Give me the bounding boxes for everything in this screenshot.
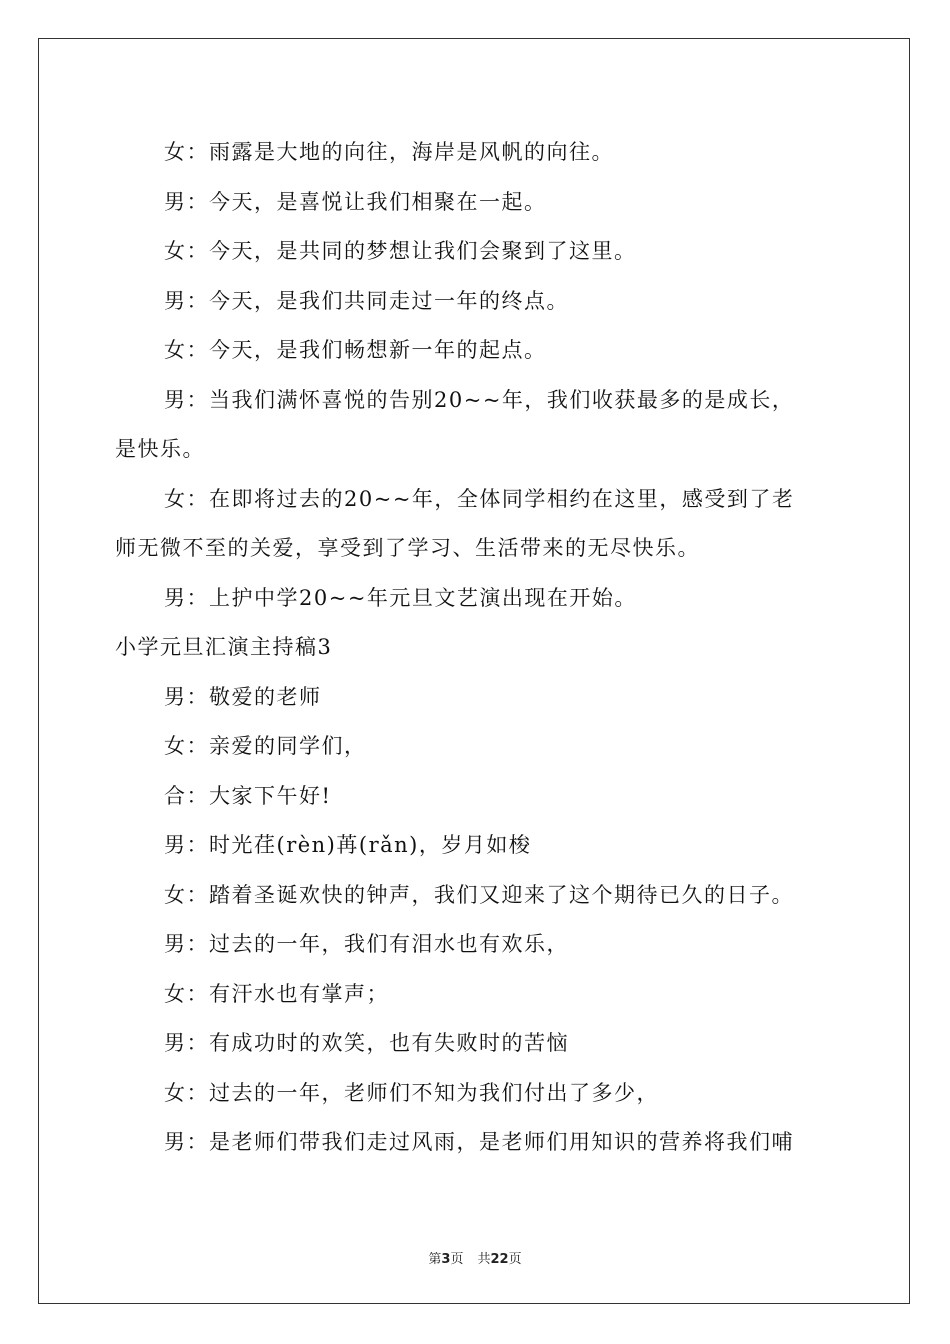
text-line: 女：亲爱的同学们， — [164, 734, 367, 758]
document-body — [115, 128, 835, 1168]
text-line: 男：敬爱的老师 — [164, 684, 322, 709]
text-line: 男：当我们满怀喜悦的告别20~~年，我们收获最多的是成长， — [164, 387, 795, 412]
text-line: 女：在即将过去的20~~年，全体同学相约在这里，感受到了老 — [164, 486, 795, 511]
text-line: 女：过去的一年，老师们不知为我们付出了多少， — [164, 1080, 659, 1105]
text-line: 女：有汗水也有掌声； — [164, 981, 389, 1006]
text-line: 男：上护中学20~~年元旦文艺演出现在开始。 — [164, 585, 637, 610]
section-heading: 小学元旦汇演主持稿3 — [115, 635, 333, 659]
total-prefix: 共 — [477, 1252, 491, 1267]
text-line: 是快乐。 — [115, 437, 205, 461]
text-line: 男：时光荏(rèn)苒(rǎn)，岁月如梭 — [164, 833, 532, 857]
total-pages: 22 — [490, 1252, 509, 1267]
text-line: 男：今天，是我们共同走过一年的终点。 — [164, 288, 569, 313]
text-line: 师无微不至的关爱，享受到了学习、生活带来的无尽快乐。 — [115, 536, 700, 560]
total-suffix: 页 — [508, 1252, 522, 1267]
text-line: 女：今天，是共同的梦想让我们会聚到了这里。 — [164, 239, 637, 263]
text-line: 女：今天，是我们畅想新一年的起点。 — [164, 338, 547, 362]
text-line: 女：雨露是大地的向往，海岸是风帆的向往。 — [164, 140, 614, 164]
text-line: 男：今天，是喜悦让我们相聚在一起。 — [164, 189, 547, 214]
page-number: 3 — [441, 1252, 451, 1267]
text-line: 男：是老师们带我们走过风雨，是老师们用知识的营养将我们哺 — [164, 1130, 794, 1154]
text-line: 女：踏着圣诞欢快的钟声，我们又迎来了这个期待已久的日子。 — [164, 882, 794, 907]
page-footer — [0, 1248, 950, 1267]
text-line: 男：过去的一年，我们有泪水也有欢乐， — [164, 932, 569, 956]
page-prefix: 第 — [428, 1252, 442, 1267]
text-line: 男：有成功时的欢笑，也有失败时的苦恼 — [164, 1031, 569, 1055]
page-suffix: 页 — [450, 1252, 464, 1267]
text-line: 合：大家下午好! — [164, 783, 332, 808]
